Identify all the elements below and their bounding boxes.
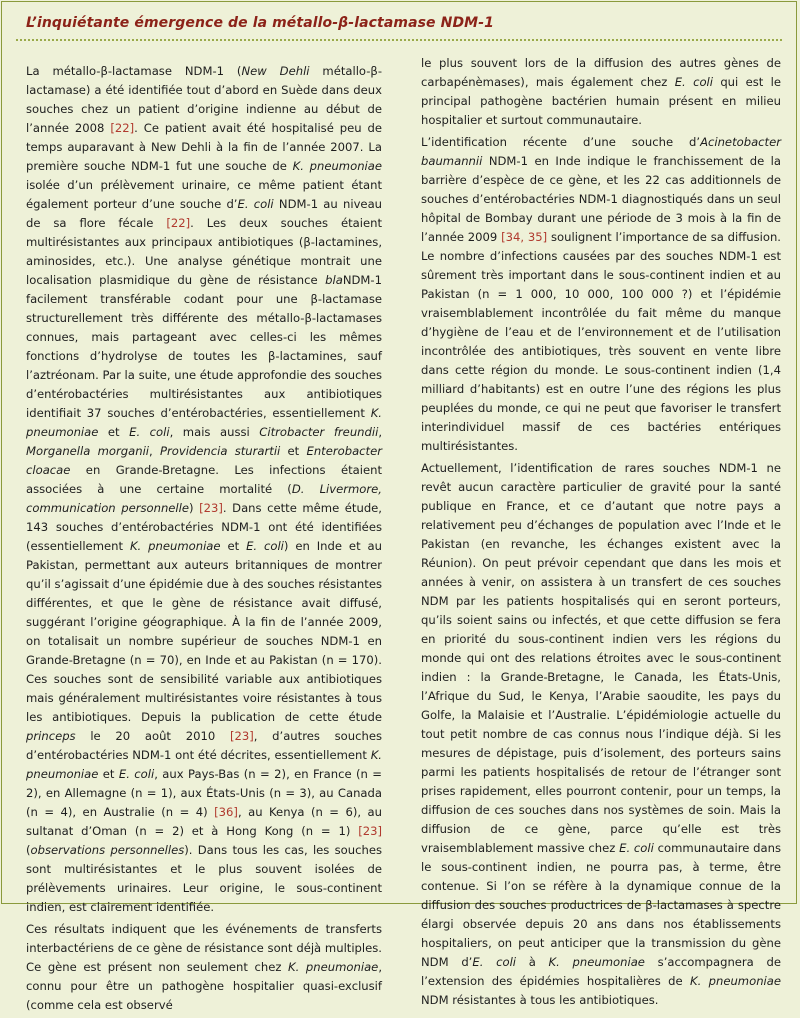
paragraph: La métallo-β-lactamase NDM-1 (New Dehli métallo-β-lactamase) a été identifiée tout d’abord en Suède dans deux souches chez un patient d’origine indienne au début de l’année 2008 [22]. Ce patient avait été hospitalisé peu de temps auparavant à New Dehli à la fin de l’année 2007. La première souche NDM-1 fut une souche de K. pneumoniae isolée d’un prélèvement urinaire, ce même patient étant également porteur d’une souche d’E. coli NDM-1 au niveau de sa flore fécale [22]. Les deux souches étaient multirésistantes aux principaux antibiotiques (β-lactamines, aminosides, etc.). Une analyse génétique montrait une localisation plasmidique du gène de résistance blaNDM-1 facilement transférable codant pour une β-lactamase structurellement très différente des métallo-β-lactamases connues, mais partageant avec celles-ci les mêmes fonctions d’hydrolyse de toutes les β-lactamines, sauf l’aztréonam. Par la suite, une étude approfondie des souches d’entérobactéries multirésistantes aux antibiotiques identifiait 37 souches d’entérobactéries, essentiellement K. pneumoniae et E. coli, mais aussi Citrobacter freundii, Morganella morganii, Providencia sturartii et Enterobacter cloacae en Grande-Bretagne. Les infections étaient associées à une certaine mortalité (D. Livermore, communication personnelle) [23]. Dans cette même étude, 143 souches d’entérobactéries NDM-1 ont été identifiées (essentiellement K. pneumoniae et E. coli) en Inde et au Pakistan, permettant aux auteurs britanniques de montrer qu’il s’agissait d’une épidémie due à des souches résistantes différentes, et que le gène de résistance avait diffusé, suggérant l’origine géographique. À la fin de l’année 2009, on totalisait un nombre supérieur de souches NDM-1 en Grande-Bretagne (n = 70), en Inde et au Pakistan (n = 170). Ces souches sont de sensibilité variable aux antibiotiques mais généralement multirésistantes voire résistantes à tous les antibiotiques. Depuis la publication de cette étude princeps le 20 août 2010 [23], d’autres souches d’entérobactéries NDM-1 ont été décrites, essentiellement K. pneumoniae et E. coli, aux Pays-Bas (n = 2), en France (n = 2), en Allemagne (n = 1), aux États-Unis (n = 3), au Canada (n = 4), en Australie (n = 4) [36], au Kenya (n = 6), au sultanat d’Oman (n = 2) et à Hong Kong (n = 1) [23] (observations personnelles). Dans tous les cas, les souches sont multirésistantes et le plus souvent isolées de prélèvements urinaires. Leur origine, le sous-continent indien, est clairement identifiée. <box>26 64 383 914</box>
paragraph: Ces résultats indiquent que les événements de transferts interbactériens de ce gène de résistance sont déjà multiples. Ce gène est présent non seulement chez K. pneumoniae, connu pour être un pathogène hospitalier quasi-exclusif (comme cela est observé <box>26 922 382 1012</box>
italic-term: D. Livermore, communication personnelle <box>26 482 382 515</box>
italic-term: E. coli <box>237 197 274 211</box>
italic-term: Acinetobacter baumannii <box>421 135 781 168</box>
citation-ref: [22] <box>166 216 191 230</box>
paragraph: Actuellement, l’identification de rares souches NDM-1 ne revêt aucun caractère particulier de gravité pour la santé publique en France, et ce d’autant que notre pays a relativement peu d’échanges de population avec l’Inde et le Pakistan (en revanche, les échanges existent avec la Réunion). On peut prévoir cependant que dans les mois et années à venir, on assistera à un transfert de ces souches NDM par les patients hospitalisés qui en seront porteurs, qu’ils soient sains ou infectés, et que cette diffusion se fera en priorité du sous-continent indien vers les régions du monde qui ont des relations étroites avec le sous-continent indien : la Grande-Bretagne, le Canada, les États-Unis, l’Afrique du Sud, le Kenya, l’Arabie saoudite, les pays du Golfe, la Malaisie et l’Australie. L’épidémiologie actuelle du tout petit nombre de cas connus nous l’indique déjà. Si les mesures de dépistage, puis d’isolement, des porteurs sains parmi les patients hospitalisés de retour de l’étranger sont prises rapidement, elles pourront contenir, pour un temps, la diffusion de ces souches dans nos systèmes de soin. Mais la diffusion de ce gène, parce qu’elle est très vraisemblablement massive chez E. coli communautaire dans le sous-continent indien, ne pourra pas, à terme, être contenue. Si l’on se réfère à la dynamique connue de la diffusion des souches productrices de β-lactamases à spectre élargi observée depuis 20 ans dans nos établissements hospitaliers, on peut anticiper que la transmission du gène NDM d’E. coli à K. pneumoniae s’accompagnera de l’extension des épidémies hospitalières de K. pneumoniae NDM résistantes à tous les antibiotiques. <box>421 461 782 1007</box>
italic-term: bla <box>325 273 343 287</box>
citation-ref: [23] <box>199 501 223 515</box>
box-title: L’inquiétante émergence de la métallo-β-lactamase NDM-1 <box>26 15 494 31</box>
italic-term: E. coli <box>129 425 170 439</box>
italic-term: K. pneumoniae <box>26 748 382 781</box>
italic-term: princeps <box>26 729 76 743</box>
italic-term: K. pneumoniae <box>26 406 382 439</box>
italic-term: Enterobacter cloacae <box>26 444 382 477</box>
sidebar-box <box>1 1 797 1012</box>
italic-term: K. pneumoniae <box>292 159 382 173</box>
italic-term: K. pneumoniae <box>288 960 379 974</box>
text-column-left <box>26 62 382 1018</box>
citation-ref: [23] <box>358 824 382 838</box>
italic-term: K. pneumoniae <box>129 539 221 553</box>
paragraph: le plus souvent lors de la diffusion des autres gènes de carbapénèmases), mais également chez E. coli qui est le principal pathogène bactérien humain présent en milieu hospitalier et surtout communautaire. <box>421 56 781 127</box>
text-column-right <box>421 54 781 1013</box>
italic-term: New Dehli <box>241 64 310 78</box>
italic-term: E. coli <box>472 955 517 969</box>
italic-term: Morganella morganii <box>26 444 150 458</box>
citation-ref: [36] <box>214 805 238 819</box>
italic-term: E. coli <box>246 539 284 553</box>
citation-ref: [23] <box>229 729 254 743</box>
title-divider <box>16 39 782 41</box>
italic-term: observations personnelles <box>30 843 185 857</box>
italic-term: E. coli <box>118 767 155 781</box>
paragraph: L’identification récente d’une souche d’Acinetobacter baumannii NDM-1 en Inde indique le franchissement de la barrière d’espèce de ce gène, et les 22 cas additionnels de souches d’entérobactéries NDM-1 diagnostiqués dans un seul hôpital de Bombay durant une période de 3 mois à la fin de l’année 2009 [34, 35] soulignent l’importance de sa diffusion. Le nombre d’infections causées par des souches NDM-1 est sûrement très important dans le sous-continent indien et au Pakistan (n = 1 000, 10 000, 100 000 ?) et l’épidémie vraisemblablement incontrôlée du fait même du manque d’hygiène de l’eau et de l’environnement et de l’utilisation incontrôlée des antibiotiques, très souvent en vente libre dans cette région du monde. Le sous-continent indien (1,4 milliard d’habitants) est en outre l’une des régions les plus peuplées du monde, ce qui ne peut que favoriser le transfert interindividuel massif de ces bactéries entériques multirésistantes. <box>421 135 781 453</box>
italic-term: K. pneumoniae <box>548 955 645 969</box>
citation-ref: [22] <box>110 121 135 135</box>
italic-term: Citrobacter freundii <box>259 425 379 439</box>
citation-ref: [34, 35] <box>501 230 548 244</box>
italic-term: K. pneumoniae <box>690 974 782 988</box>
italic-term: E. coli <box>674 75 713 89</box>
italic-term: E. coli <box>619 841 654 855</box>
italic-term: Providencia sturartii <box>159 444 281 458</box>
